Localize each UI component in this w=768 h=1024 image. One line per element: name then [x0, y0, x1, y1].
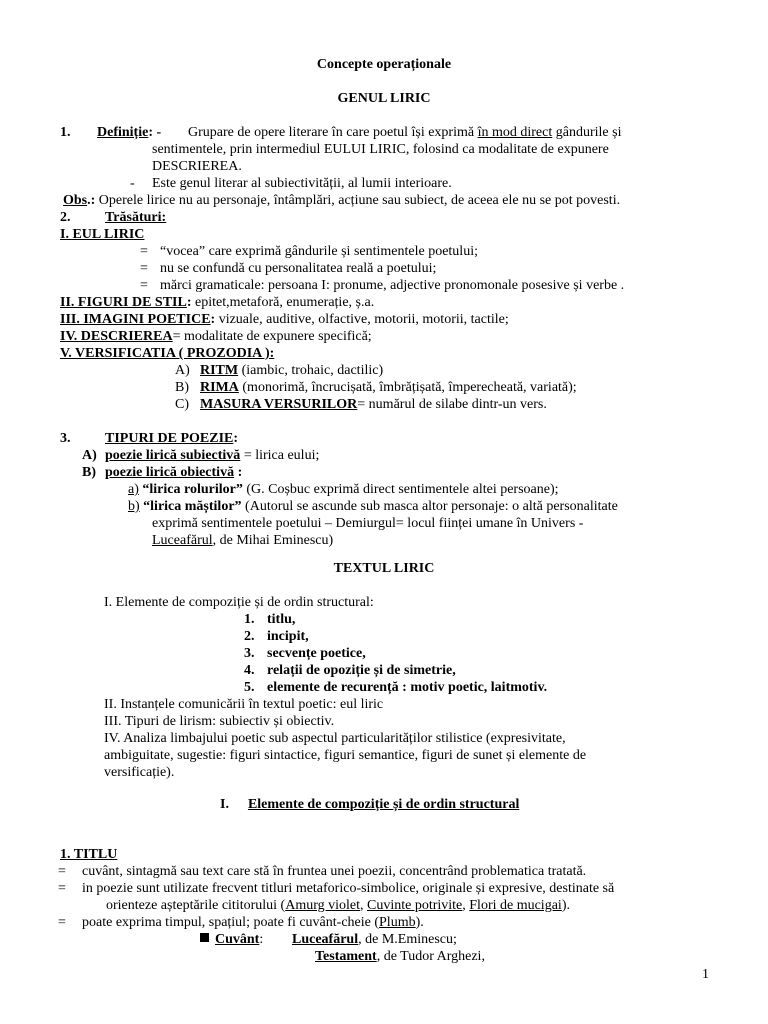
lirica-mastilor-line-3: Luceafărul, de Mihai Eminescu): [152, 533, 334, 548]
definitie-label: Definiție: [97, 125, 149, 140]
versificatia-item-b: RIMA (monorimă, încrucișată, îmbrățișată, împerecheată, variată);: [200, 380, 577, 395]
genre-heading: GENUL LIRIC: [337, 91, 431, 106]
figuri-label: II. FIGURI DE STIL: [60, 295, 187, 310]
titlu-sym-1: =: [58, 864, 66, 879]
tipuri-item-a: poezie lirică subiectivă = lirica eului;: [105, 448, 320, 463]
versificatia-item-a: RITM (iambic, trohaic, dactilic): [200, 363, 384, 378]
obs-label: Obs: [63, 193, 88, 208]
eul-liric-item-2: nu se confundă cu personalitatea reală a poetului;: [160, 261, 437, 276]
titlu-line-1: cuvânt, sintagmă sau text care stă în fruntea unei poezii, concentrând problematica tratată.: [82, 864, 587, 879]
rima-term: RIMA: [200, 380, 239, 395]
textul-liric-section-3: III. Tipuri de lirism: subiectiv și obiectiv.: [104, 714, 335, 729]
definitie-bullet-text: Este genul literar al subiectivității, al lumii interioare.: [152, 176, 452, 191]
cuvant-label: Cuvânt: [215, 932, 260, 947]
definitie-line-1: Grupare de opere literare în care poetul își exprimă în mod direct gândurile și: [188, 125, 622, 140]
tipuri-heading: TIPURI DE POEZIE:: [105, 431, 239, 446]
descrierea-line: [60, 328, 372, 345]
textul-liric-section-4-line-1: IV. Analiza limbajului poetic sub aspectul particularităților stilistice (expresivitate,: [104, 731, 566, 746]
eul-liric-item-1: “vocea” care exprimă gândurile și sentimentele poetului;: [160, 244, 478, 259]
element-num-2: 2.: [244, 629, 255, 644]
poezie-subiectiva: poezie lirică subiectivă: [105, 448, 241, 463]
element-text-1: titlu,: [267, 612, 296, 627]
element-num-4: 4.: [244, 663, 255, 678]
luceafarul-ref: Luceafărul: [152, 533, 213, 548]
definitie-number: 1.: [60, 125, 71, 140]
eul-liric-sym-3: =: [140, 278, 148, 293]
tipuri-letter-a: A): [82, 448, 97, 463]
example-luceafarul: Luceafărul, de M.Eminescu;: [292, 932, 457, 947]
definitie-bullet-dash: -: [130, 176, 135, 191]
poezie-obiectiva: poezie lirică obiectivă: [105, 465, 235, 480]
section-heading-text: Elemente de compoziție și de ordin structural: [247, 797, 520, 812]
masura-term: MASURA VERSURILOR: [200, 397, 358, 412]
versificatia-heading: V. VERSIFICATIA ( PROZODIA ):: [60, 346, 275, 361]
eul-liric-item-3: mărci gramaticale: persoana I: pronume, adjective pronomonale posesive și verbe .: [160, 278, 625, 293]
titlu-heading: 1. TITLU: [60, 847, 118, 862]
element-text-4: relații de opoziție și de simetrie,: [267, 663, 456, 678]
in-mod-direct: în mod direct: [477, 125, 553, 140]
textul-liric-section-4-line-3: versificație).: [104, 765, 175, 780]
lirica-rolurilor: a) “lirica rolurilor” (G. Coșbuc exprimă direct sentimentele altei persoane);: [128, 482, 559, 497]
versificatia-item-c: MASURA VERSURILOR= numărul de silabe dintr-un vers.: [200, 397, 547, 412]
element-text-3: secvențe poetice,: [267, 646, 366, 661]
titlu-line-2: in poezie sunt utilizate frecvent titluri metaforico-simbolice, originale și expresive, destinate să: [82, 881, 615, 896]
eul-liric-sym-2: =: [140, 261, 148, 276]
textul-liric-section-2: II. Instanțele comunicării în textul poetic: eul liric: [104, 697, 384, 712]
ex-flori-de-mucigai: Flori de mucigai: [469, 898, 562, 913]
ex-amurg-violet: Amurg violet: [285, 898, 360, 913]
section-heading-number: I.: [220, 797, 229, 812]
eul-liric-sym-1: =: [140, 244, 148, 259]
tipuri-number: 3.: [60, 431, 71, 446]
obs-line: Obs.: Operele lirice nu au personaje, întâmplări, acțiune sau subiect, de aceea ele nu se pot povesti.: [63, 193, 621, 208]
eul-liric-heading: I. EUL LIRIC: [60, 227, 145, 242]
section-heading: [220, 796, 519, 813]
element-text-5: elemente de recurență : motiv poetic, laitmotiv.: [267, 680, 548, 695]
cuvant-line: Cuvânt:: [200, 931, 263, 948]
imagini-text: vizuale, auditive, olfactive, motorii, motorii, tactile;: [218, 312, 509, 327]
definitie-line-3: DESCRIEREA.: [152, 159, 242, 174]
ritm-term: RITM: [200, 363, 239, 378]
titlu-line-4: poate exprima timpul, spațiul; poate fi cuvânt-cheie (Plumb).: [82, 915, 424, 930]
ex-cuvinte-potrivite: Cuvinte potrivite: [367, 898, 463, 913]
lirica-mastilor-line-2: exprimă sentimentele poetului – Demiurgul= locul ființei umane în Univers -: [152, 516, 584, 531]
figuri-line: II. FIGURI DE STIL: epitet,metaforă, enumerație, ș.a.: [60, 295, 375, 310]
element-num-5: 5.: [244, 680, 255, 695]
titlu-sym-4: =: [58, 915, 66, 930]
definitie-row: [97, 124, 161, 141]
example-testament: Testament, de Tudor Arghezi,: [315, 949, 485, 964]
element-num-1: 1.: [244, 612, 255, 627]
titlu-line-3: orienteze așteptările cititorului (Amurg violet, Cuvinte potrivite, Flori de mucigai).: [106, 898, 570, 913]
figuri-text: epitet,metaforă, enumerație, ș.a.: [195, 295, 375, 310]
ex-plumb: Plumb: [379, 915, 416, 930]
titlu-sym-2: =: [58, 881, 66, 896]
page-number: 1: [702, 967, 709, 982]
square-bullet-icon: [200, 933, 209, 942]
tipuri-item-b: poezie lirică obiectivă :: [105, 465, 243, 480]
definitie-line-2: sentimentele, prin intermediul EULUI LIRIC, folosind ca modalitate de expunere: [152, 142, 609, 157]
element-num-3: 3.: [244, 646, 255, 661]
trasaturi-number: 2.: [60, 210, 71, 225]
element-text-2: incipit,: [267, 629, 309, 644]
imagini-line: III. IMAGINI POETICE: vizuale, auditive, olfactive, motorii, motorii, tactile;: [60, 312, 509, 327]
trasaturi-label: Trăsături:: [105, 210, 167, 225]
versificatia-letter-b: B): [175, 380, 189, 395]
definitie-colon: : -: [148, 125, 162, 140]
lirica-mastilor: b) “lirica măștilor” (Autorul se ascunde sub masca altor personaje: o altă personalitate: [128, 499, 618, 514]
descrierea-label: IV. DESCRIEREA: [60, 329, 173, 344]
imagini-label: III. IMAGINI POETICE: [60, 312, 211, 327]
textul-liric-heading: TEXTUL LIRIC: [333, 561, 435, 576]
versificatia-letter-a: A): [175, 363, 190, 378]
descrierea-text: = modalitate de expunere specifică;: [172, 329, 372, 344]
document-title: Concepte operaționale: [316, 57, 452, 72]
tipuri-letter-b: B): [82, 465, 96, 480]
versificatia-letter-c: C): [175, 397, 189, 412]
obs-text: Operele lirice nu au personaje, întâmplări, acțiune sau subiect, de aceea ele nu se pot povesti.: [98, 193, 621, 208]
textul-liric-section-1: I. Elemente de compoziție și de ordin structural:: [104, 595, 374, 610]
textul-liric-section-4-line-2: ambiguitate, sugestie: figuri sintactice, figuri semantice, figuri de sunet și elemente de: [104, 748, 587, 763]
